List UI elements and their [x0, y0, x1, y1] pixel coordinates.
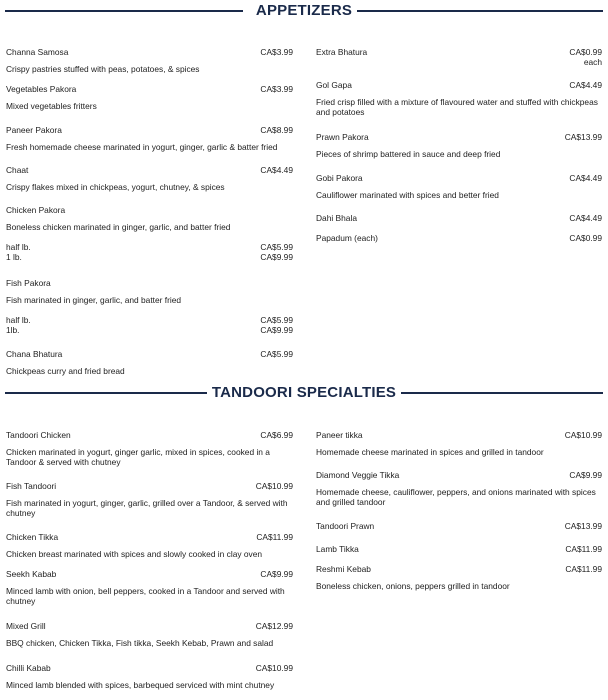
section-title: TANDOORI SPECIALTIES [207, 384, 401, 401]
item-name: Fish Pakora [6, 278, 51, 288]
item-description: Crispy pastries stuffed with peas, potatoes, & spices [6, 64, 200, 74]
item-name: Extra Bhatura [316, 47, 368, 57]
item-description: Minced lamb blended with spices, barbequed serviced with mint chutney [6, 680, 275, 690]
item-name: Fish Tandoori [6, 481, 57, 491]
menu-item-header [316, 80, 602, 90]
item-name: Paneer tikka [316, 430, 363, 440]
item-name: Mixed Grill [6, 621, 46, 631]
item-description: Homemade cheese marinated in spices and grilled in tandoor [316, 447, 544, 457]
menu-item-header [6, 125, 293, 135]
item-name: Channa Samosa [6, 47, 69, 57]
variant-label: half lb. [6, 315, 31, 325]
item-price: CA$5.99 [260, 349, 293, 359]
menu-item-header [316, 213, 602, 223]
item-description: Chickpeas curry and fried bread [6, 366, 125, 376]
item-price-box [565, 430, 602, 440]
item-price-box [260, 47, 293, 57]
menu-item-header [6, 569, 293, 579]
item-variant [6, 242, 293, 252]
item-price: CA$9.99 [260, 569, 293, 579]
appetizers-right-column [316, 47, 602, 243]
menu-item-header [6, 349, 293, 359]
tandoori-left-column [6, 430, 293, 690]
menu-item-chicken-pakora [6, 205, 293, 262]
menu-item-header [316, 521, 602, 531]
item-description: Fish marinated in yogurt, ginger, garlic, grilled over a Tandoor, & served with chutney [6, 498, 288, 518]
item-description: Fresh homemade cheese marinated in yogurt, ginger, garlic & batter fried [6, 142, 278, 152]
menu-item-paneer-pakora [6, 125, 293, 152]
item-name: Chilli Kabab [6, 663, 51, 673]
tandoori-right-column [316, 430, 602, 591]
menu-item-header [316, 233, 602, 243]
item-price: CA$0.99 [569, 233, 602, 243]
variant-label: half lb. [6, 242, 31, 252]
item-price-box [569, 470, 602, 480]
menu-item-chana-bhatura [6, 349, 293, 376]
item-price-box [569, 213, 602, 223]
variant-label: 1lb. [6, 325, 20, 335]
item-price-box [260, 430, 293, 440]
item-price: CA$10.99 [255, 663, 293, 673]
menu-item-header [6, 621, 293, 631]
menu-item-chicken-tikka [6, 532, 293, 559]
menu-item-tandoori-prawn [316, 521, 602, 531]
item-description: Fried crisp filled with a mixture of flavoured water and stuffed with chickpeas and potatoes [316, 97, 598, 117]
item-price: CA$4.49 [569, 173, 602, 183]
item-price-box [565, 521, 602, 531]
item-description: BBQ chicken, Chicken Tikka, Fish tikka, Seekh Kebab, Prawn and salad [6, 638, 274, 648]
item-name: Tandoori Prawn [316, 521, 375, 531]
menu-item-chaat [6, 165, 293, 192]
menu-item-paneer-tikka [316, 430, 602, 457]
item-name: Prawn Pakora [316, 132, 369, 142]
section-header-tandoori-specialties [0, 382, 608, 404]
item-price-box [260, 569, 293, 579]
item-description: Homemade cheese, cauliflower, peppers, and onions marinated with spices and grilled tandoor [316, 487, 596, 507]
variant-price: CA$9.99 [260, 325, 293, 335]
item-description: Crispy flakes mixed in chickpeas, yogurt, chutney, & spices [6, 182, 225, 192]
item-price: CA$13.99 [564, 132, 602, 142]
item-price-box [256, 663, 293, 673]
menu-item-header [6, 165, 293, 175]
item-name: Paneer Pakora [6, 125, 62, 135]
item-name: Gobi Pakora [316, 173, 363, 183]
menu-item-header [316, 470, 602, 480]
item-name: Reshmi Kebab [316, 564, 371, 574]
item-price-box [569, 47, 602, 67]
item-name: Chaat [6, 165, 29, 175]
item-price: CA$3.99 [260, 47, 293, 57]
item-price-box [569, 173, 602, 183]
menu-item-chilli-kabab [6, 663, 293, 690]
item-name: Diamond Veggie Tikka [316, 470, 400, 480]
item-price: CA$9.99 [569, 470, 602, 480]
item-price-box [565, 544, 602, 554]
item-name: Gol Gapa [316, 80, 352, 90]
item-description: Minced lamb with onion, bell peppers, cooked in a Tandoor and served with chutney [6, 586, 285, 606]
item-description: Chicken marinated in yogurt, ginger garlic, mixed in spices, cooked in a Tandoor & served with chutney [6, 447, 270, 467]
menu-item-header [6, 532, 293, 542]
menu-item-vegetables-pakora [6, 84, 293, 111]
menu-item-gol-gapa [316, 80, 602, 117]
section-title: APPETIZERS [251, 2, 357, 19]
item-price-box [260, 165, 293, 175]
item-price-box [260, 349, 293, 359]
menu-item-header [6, 278, 293, 288]
menu-item-mixed-grill [6, 621, 293, 648]
menu-item-header [316, 564, 602, 574]
menu-item-lamb-tikka [316, 544, 602, 554]
menu-item-header [316, 47, 602, 67]
item-name: Seekh Kabab [6, 569, 57, 579]
item-price-box [565, 132, 602, 142]
item-price: CA$6.99 [260, 430, 293, 440]
variant-price: CA$9.99 [260, 252, 293, 262]
item-description: Boneless chicken, onions, peppers grilled in tandoor [316, 581, 510, 591]
item-description: Mixed vegetables fritters [6, 101, 97, 111]
menu-item-header [6, 84, 293, 94]
item-variants [6, 242, 293, 262]
item-price: CA$11.99 [256, 532, 293, 542]
section-header-appetizers [0, 0, 608, 22]
item-price-box [256, 481, 293, 491]
item-description: Boneless chicken marinated in ginger, garlic, and batter fried [6, 222, 231, 232]
menu-item-tandoori-chicken [6, 430, 293, 467]
item-name: Tandoori Chicken [6, 430, 71, 440]
item-price-box [260, 84, 293, 94]
menu-item-prawn-pakora [316, 132, 602, 159]
item-price: CA$11.99 [565, 564, 602, 574]
item-price-box [569, 80, 602, 90]
item-variant [6, 315, 293, 325]
menu-item-header [316, 430, 602, 440]
item-description: Chicken breast marinated with spices and slowly cooked in clay oven [6, 549, 263, 559]
item-price: CA$4.49 [260, 165, 293, 175]
menu-item-seekh-kabab [6, 569, 293, 606]
item-variant [6, 252, 293, 262]
item-price: CA$11.99 [565, 544, 602, 554]
item-price: CA$4.49 [569, 213, 602, 223]
item-price-box [260, 125, 293, 135]
menu-item-gobi-pakora [316, 173, 602, 200]
menu-item-channa-samosa [6, 47, 293, 74]
menu-item-diamond-veggie-tikka [316, 470, 602, 507]
menu-item-header [6, 205, 293, 215]
item-variants [6, 315, 293, 335]
item-price-box [256, 621, 293, 631]
menu-item-fish-tandoori [6, 481, 293, 518]
item-name: Chana Bhatura [6, 349, 63, 359]
menu-item-header [316, 132, 602, 142]
item-name: Papadum (each) [316, 233, 378, 243]
menu-item-header [6, 663, 293, 673]
menu-item-header [6, 47, 293, 57]
variant-price: CA$5.99 [260, 315, 293, 325]
item-price: CA$10.99 [255, 481, 293, 491]
item-price: CA$3.99 [260, 84, 293, 94]
item-price: CA$13.99 [564, 521, 602, 531]
menu-item-header [316, 173, 602, 183]
menu-item-papadum-each [316, 233, 602, 243]
item-price: CA$0.99 [569, 47, 602, 57]
menu-item-header [6, 481, 293, 491]
item-name: Lamb Tikka [316, 544, 359, 554]
item-description: Pieces of shrimp battered in sauce and deep fried [316, 149, 501, 159]
menu-item-extra-bhatura [316, 47, 602, 67]
item-price: CA$4.49 [569, 80, 602, 90]
menu-item-reshmi-kebab [316, 564, 602, 591]
item-price: CA$8.99 [260, 125, 293, 135]
menu-item-fish-pakora [6, 278, 293, 335]
item-price-note: each [583, 57, 602, 67]
variant-label: 1 lb. [6, 252, 22, 262]
item-description: Cauliflower marinated with spices and better fried [316, 190, 499, 200]
item-price-box [256, 532, 293, 542]
item-price: CA$10.99 [564, 430, 602, 440]
item-price-box [565, 564, 602, 574]
item-name: Chicken Tikka [6, 532, 59, 542]
variant-price: CA$5.99 [260, 242, 293, 252]
item-price-box [569, 233, 602, 243]
item-description: Fish marinated in ginger, garlic, and batter fried [6, 295, 182, 305]
menu-item-header [6, 430, 293, 440]
menu-item-header [316, 544, 602, 554]
item-name: Dahi Bhala [316, 213, 357, 223]
menu-item-dahi-bhala [316, 213, 602, 223]
appetizers-left-column [6, 47, 293, 376]
item-name: Vegetables Pakora [6, 84, 77, 94]
item-variant [6, 325, 293, 335]
item-price: CA$12.99 [255, 621, 293, 631]
item-name: Chicken Pakora [6, 205, 66, 215]
